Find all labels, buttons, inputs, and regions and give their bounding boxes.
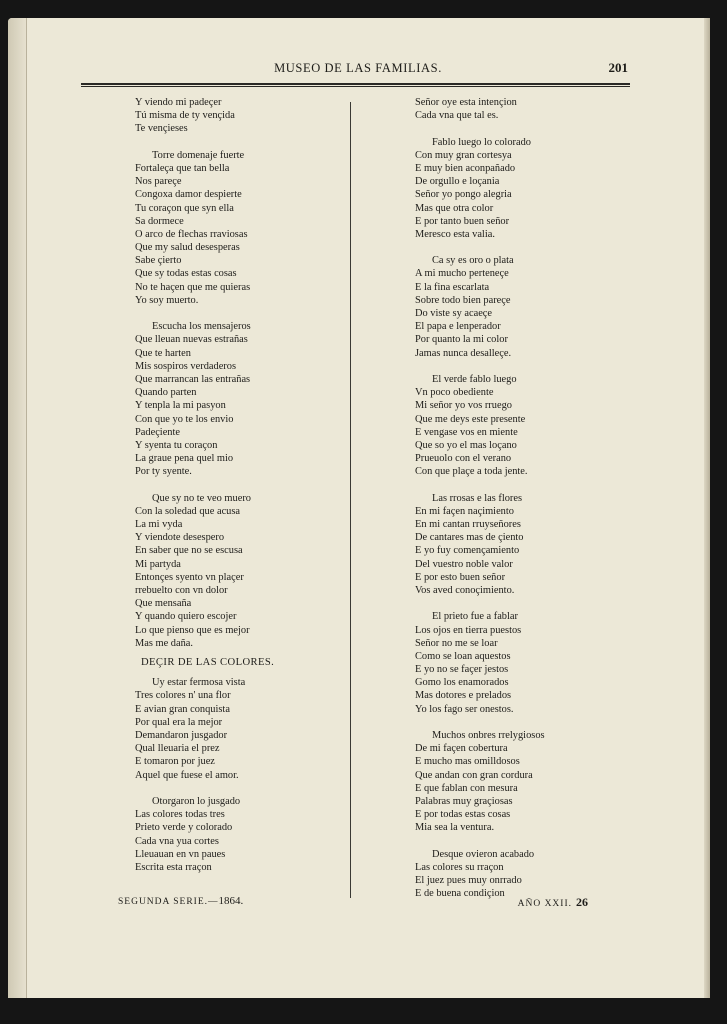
verse-line: Señor no me se loar bbox=[415, 637, 498, 649]
verse-line: Que lleuan nuevas estrañas bbox=[135, 334, 248, 346]
verse-line: E que fablan con mesura bbox=[415, 782, 518, 794]
verse-line: Que my salud desesperas bbox=[135, 242, 240, 254]
verse-line: E la fina escarlata bbox=[415, 281, 490, 293]
page-header bbox=[88, 59, 628, 79]
verse-line: Mas que otra color bbox=[415, 202, 494, 214]
verse-line: Nos pareçe bbox=[135, 176, 182, 188]
verse-line: Prieto verde y colorado bbox=[135, 822, 233, 834]
stanza-gap bbox=[415, 360, 620, 373]
verse-line: E muy bien aconpañado bbox=[415, 162, 516, 174]
verse-line: Meresco esta valia. bbox=[415, 228, 495, 240]
verse-line: Por qual era la mejor bbox=[135, 716, 223, 728]
verse-line: Yo los fago ser onestos. bbox=[415, 703, 514, 715]
verse-line: Vn poco obediente bbox=[415, 387, 494, 399]
verse-line: Uy estar fermosa vista bbox=[152, 677, 246, 689]
verse-line: Mi partyda bbox=[135, 558, 181, 570]
verse-line: E por esto buen señor bbox=[415, 571, 506, 583]
verse-line: Las colores su rraçon bbox=[415, 861, 504, 873]
verse-line: Escucha los mensajeros bbox=[152, 321, 251, 333]
page-edge-shadow bbox=[704, 18, 710, 998]
running-title: MUSEO DE LAS FAMILIAS. bbox=[274, 61, 442, 75]
verse-line: Y tenpla la mi pasyon bbox=[135, 400, 226, 412]
verse-line: Que sy todas estas cosas bbox=[135, 268, 237, 280]
verse-line: Lo que pienso que es mejor bbox=[135, 624, 250, 636]
stanza-gap bbox=[135, 307, 340, 320]
verse-line: Desque ovieron acabado bbox=[432, 848, 535, 860]
verse-line: El prieto fue a fablar bbox=[432, 611, 518, 623]
header-rule bbox=[81, 83, 630, 87]
verse-line: Tres colores n' una flor bbox=[135, 690, 231, 702]
verse-line: Sabe çierto bbox=[135, 255, 182, 267]
verse-line: Que te harten bbox=[135, 347, 191, 359]
year-footer bbox=[518, 895, 588, 910]
verse-line: En mi façen naçimiento bbox=[415, 505, 514, 517]
verse-line: Qual lleuaria el prez bbox=[135, 743, 220, 755]
verse-line: Do viste sy acaeçe bbox=[415, 308, 493, 319]
verse-line: E de buena condiçion bbox=[415, 888, 505, 900]
verse-line: Señor yo pongo alegria bbox=[415, 189, 512, 201]
page-footer bbox=[118, 895, 588, 911]
stanza-gap bbox=[415, 478, 620, 491]
verse-line: Por quanto la mi color bbox=[415, 334, 508, 346]
left-column bbox=[135, 96, 340, 874]
verse-line: Y quando quiero escojer bbox=[135, 611, 237, 623]
verse-line: Cada vna que tal es. bbox=[415, 110, 499, 122]
section-heading: DEÇIR DE LAS COLORES. bbox=[141, 656, 275, 668]
verse-line: Cada vna yua cortes bbox=[135, 835, 219, 847]
verse-line: Con que plaçe a toda jente. bbox=[415, 466, 528, 478]
verse-line: Te vençieses bbox=[135, 123, 188, 135]
verse-line: rrebuelto con vn dolor bbox=[135, 584, 228, 596]
verse-line: Que andan con gran cordura bbox=[415, 769, 533, 781]
verse-line: El verde fablo luego bbox=[432, 373, 517, 385]
verse-line: De orgullo e loçania bbox=[415, 176, 500, 188]
verse-line: Lleuauan en vn paues bbox=[135, 848, 226, 860]
series-footer bbox=[118, 895, 243, 907]
stanza-gap bbox=[415, 122, 620, 135]
verse-line: Yo soy muerto. bbox=[135, 294, 199, 306]
verse-line: Padeçiente bbox=[135, 426, 181, 438]
stanza-gap bbox=[415, 716, 620, 729]
verse-line: Ca sy es oro o plata bbox=[432, 255, 514, 267]
verse-line: Demandaron jusgador bbox=[135, 730, 228, 742]
right-column bbox=[415, 96, 620, 900]
stanza-gap bbox=[135, 782, 340, 795]
stanza-gap bbox=[415, 241, 620, 254]
verse-line: Mi señor yo vos rruego bbox=[415, 400, 512, 412]
verse-line: Y viendote desespero bbox=[135, 532, 225, 544]
year-label: AÑO XXII. bbox=[517, 899, 572, 909]
verse-line: Del vuestro noble valor bbox=[415, 558, 513, 570]
verse-line: Fablo luego lo colorado bbox=[432, 136, 531, 148]
verse-line: Aquel que fuese el amor. bbox=[135, 769, 239, 781]
verse-line: Que sy no te veo muero bbox=[152, 492, 251, 504]
verse-line: La mi vyda bbox=[135, 519, 183, 530]
verse-line: De mi façen cobertura bbox=[415, 743, 508, 755]
verse-line: Tu coraçon que syn ella bbox=[135, 202, 234, 214]
verse-line: O arco de flechas rraviosas bbox=[135, 228, 248, 240]
verse-line: Quando parten bbox=[135, 387, 197, 399]
verse-line: E por tanto buen señor bbox=[415, 215, 510, 227]
verse-line: Jamas nunca desalleçe. bbox=[415, 347, 512, 359]
verse-line: Muchos onbres rrelygiosos bbox=[432, 730, 545, 741]
column-divider bbox=[350, 102, 351, 898]
verse-line: Las rrosas e las flores bbox=[432, 492, 523, 504]
verse-line: El juez pues muy onrrado bbox=[415, 875, 522, 887]
series-year: 1864. bbox=[218, 895, 244, 907]
verse-line: Sa dormece bbox=[135, 215, 184, 227]
stanza-gap bbox=[415, 597, 620, 610]
stanza-gap bbox=[415, 835, 620, 848]
verse-line: Palabras muy graçiosas bbox=[415, 795, 513, 807]
verse-line: Escrita esta rraçon bbox=[135, 861, 212, 873]
book-page bbox=[8, 18, 710, 998]
verse-line: De cantares mas de çiento bbox=[415, 532, 524, 544]
verse-line: En mi cantan rruyseñores bbox=[415, 519, 521, 530]
verse-line: Entonçes syento vn plaçer bbox=[135, 571, 244, 583]
stanza-gap bbox=[135, 136, 340, 149]
verse-line: Mia sea la ventura. bbox=[415, 822, 495, 834]
verse-line: Otorgaron lo jusgado bbox=[152, 795, 241, 807]
verse-line: Y syenta tu coraçon bbox=[135, 439, 218, 451]
verse-line: Torre domenaje fuerte bbox=[152, 149, 245, 161]
verse-line: Mis sospiros verdaderos bbox=[135, 360, 237, 372]
verse-line: Fortaleça que tan bella bbox=[135, 162, 230, 174]
verse-line: Que marrancan las entrañas bbox=[135, 373, 251, 385]
verse-line: E mucho mas omilldosos bbox=[415, 756, 520, 768]
verse-line: Que me deys este presente bbox=[415, 413, 526, 425]
verse-line: E tomaron por juez bbox=[135, 756, 215, 768]
verse-line: La graue pena quel mio bbox=[135, 453, 234, 465]
verse-line: Con muy gran cortesya bbox=[415, 149, 512, 161]
verse-line: Congoxa damor despierte bbox=[135, 189, 242, 201]
verse-line: Con que yo te los envio bbox=[135, 413, 234, 425]
stanza-gap bbox=[135, 478, 340, 491]
verse-line: E avian gran conquista bbox=[135, 703, 230, 715]
verse-line: Gomo los enamorados bbox=[415, 677, 509, 689]
verse-line: Como se loan aquestos bbox=[415, 650, 511, 662]
verse-line: E yo fuy començamiento bbox=[415, 545, 520, 557]
series-label: SEGUNDA SERIE.— bbox=[118, 897, 219, 907]
page-spine-shadow bbox=[8, 18, 27, 998]
verse-line: Con la soledad que acusa bbox=[135, 505, 241, 517]
verse-line: Tú misma de ty vençida bbox=[135, 110, 235, 122]
verse-line: Vos aved conoçimiento. bbox=[415, 584, 515, 596]
verse-line: E yo no se façer jestos bbox=[415, 664, 509, 676]
page-number: 201 bbox=[608, 60, 628, 75]
verse-line: Prueuolo con el verano bbox=[415, 453, 512, 465]
verse-line: Sobre todo bien pareçe bbox=[415, 294, 511, 306]
signature-number: 26 bbox=[576, 895, 588, 909]
verse-line: A mi mucho perteneçe bbox=[415, 268, 509, 280]
verse-line: Que so yo el mas loçano bbox=[415, 439, 517, 451]
verse-line: Mas dotores e prelados bbox=[415, 690, 512, 702]
verse-line: Que mensaña bbox=[135, 598, 192, 610]
verse-line: E por todas estas cosas bbox=[415, 809, 511, 821]
verse-line: Por ty syente. bbox=[135, 466, 192, 478]
verse-line: Señor oye esta intençion bbox=[415, 97, 517, 108]
verse-line: Los ojos en tierra puestos bbox=[415, 624, 522, 636]
verse-line: Las colores todas tres bbox=[135, 809, 225, 821]
verse-line: El papa e lenperador bbox=[415, 321, 501, 333]
verse-line: E vengase vos en miente bbox=[415, 426, 518, 438]
verse-line: Mas me daña. bbox=[135, 637, 193, 649]
verse-line: Y viendo mi padeçer bbox=[135, 97, 222, 108]
verse-line: En saber que no se escusa bbox=[135, 545, 243, 557]
verse-line: No te haçen que me quieras bbox=[135, 281, 251, 293]
